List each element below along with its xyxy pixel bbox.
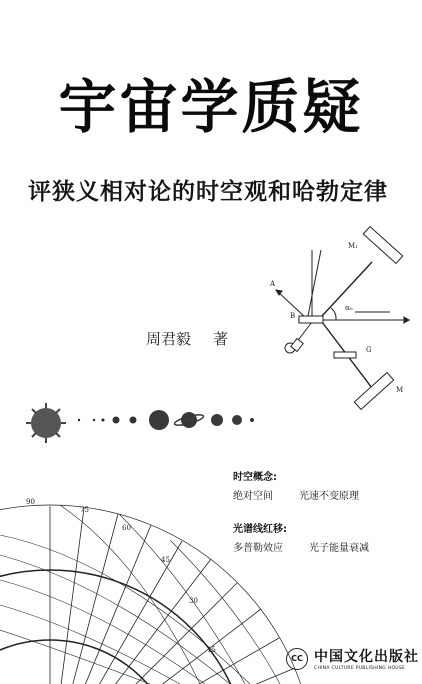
author-name: 周君毅 xyxy=(146,330,192,348)
polar-tick-60: 60 xyxy=(122,524,131,532)
diagram-label-alpha: α₀ xyxy=(345,304,353,312)
publisher-block xyxy=(286,646,419,671)
diagram-label-m1: M₁ xyxy=(348,242,358,250)
diagram-label-g: G xyxy=(366,346,372,354)
publisher-name-cn: 中国文化出版社 xyxy=(314,649,419,665)
polar-tick-30: 30 xyxy=(189,597,198,605)
polar-tick-45: 45 xyxy=(161,556,170,564)
redshift-heading: 光谱线红移: xyxy=(233,524,287,535)
diagram-label-m: M xyxy=(396,386,404,394)
diagram-label-b: B xyxy=(290,312,296,320)
book-subtitle: 评狭义相对论的时空观和哈勃定律 xyxy=(28,179,388,205)
concepts-block xyxy=(233,468,369,572)
spacetime-item: 光速不变原理 xyxy=(299,491,359,502)
publisher-name-en: CHINA CULTURE PUBLISHING HOUSE xyxy=(314,666,406,671)
polar-tick-90: 90 xyxy=(26,498,35,506)
author-role: 著 xyxy=(213,330,229,348)
polar-tick-15: 15 xyxy=(207,646,216,654)
spacetime-heading: 时空概念: xyxy=(233,472,277,483)
publisher-logo-icon: CC xyxy=(286,648,308,670)
spacetime-item: 绝对空间 xyxy=(233,491,273,502)
redshift-item: 光子能量衰减 xyxy=(309,543,369,554)
redshift-item: 多普勒效应 xyxy=(233,543,283,554)
polar-tick-75: 75 xyxy=(80,506,89,514)
diagram-label-a: A xyxy=(270,280,276,288)
book-title: 宇宙学质疑 xyxy=(58,73,364,141)
